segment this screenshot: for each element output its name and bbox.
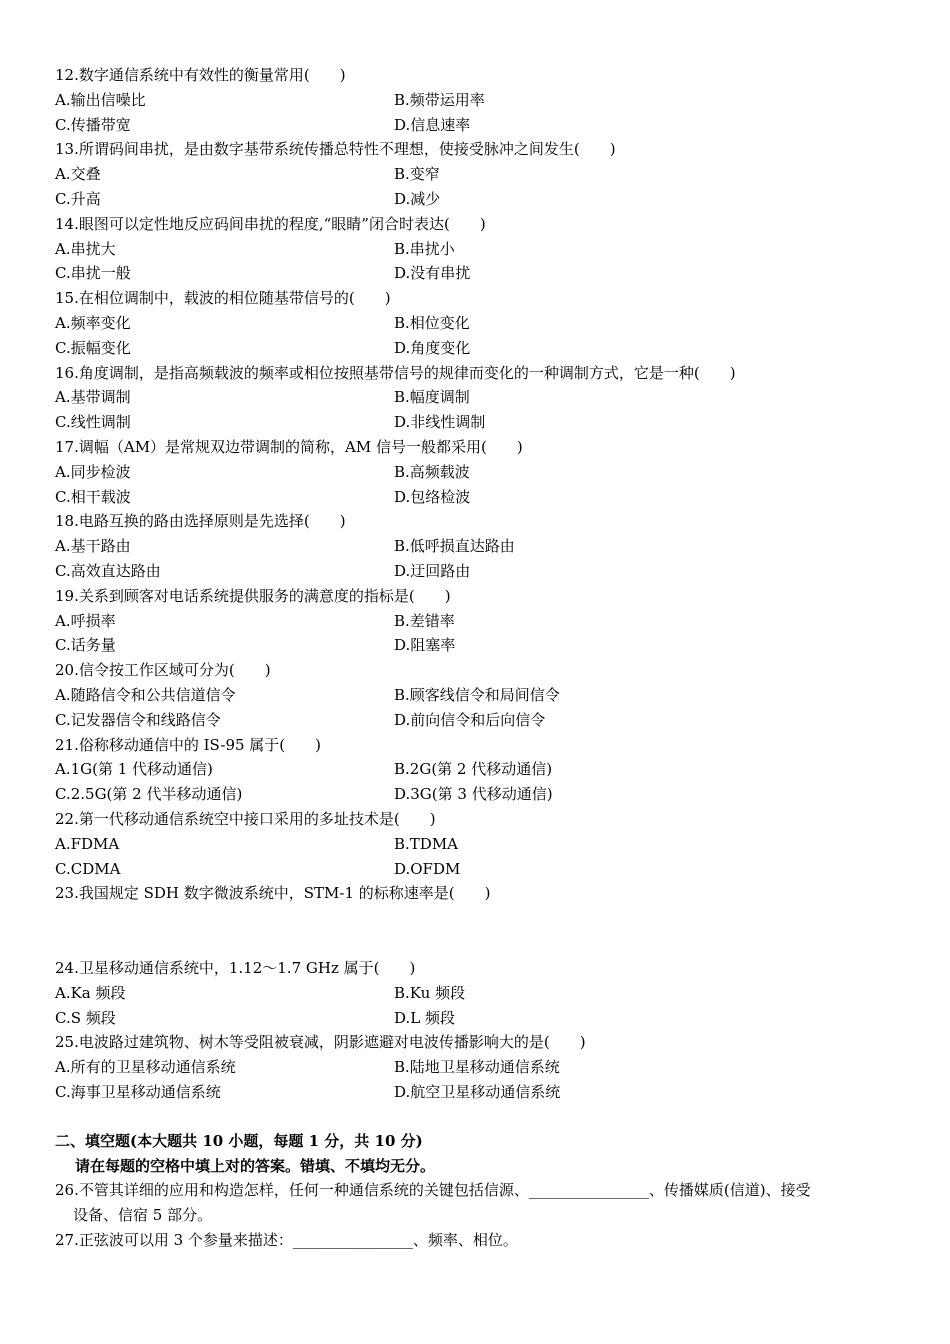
- answer-option: D.前向信令和后向信令: [394, 710, 546, 729]
- question-stem: 22.第一代移动通信系统空中接口采用的多址技术是( ): [55, 809, 436, 828]
- question-stem: 14.眼图可以定性地反应码间串扰的程度,“眼睛”闭合时表达( ): [55, 214, 486, 233]
- answer-option: D.没有串扰: [394, 264, 471, 283]
- answer-option: D.航空卫星移动通信系统: [394, 1083, 561, 1102]
- question-23: 23.我国规定 SDH 数字微波系统中，STM-1 的标称速率是( ): [55, 884, 491, 903]
- answer-option: D.阻塞率: [394, 636, 456, 655]
- option-row: [55, 683, 905, 708]
- answer-option: B.低呼损直达路由: [394, 537, 515, 556]
- answer-option: A.交叠: [55, 165, 101, 184]
- question-group-b: [55, 956, 905, 1105]
- question-26-line1: 26.不管其详细的应用和构造怎样，任何一种通信系统的关键包括信源、________________、传播媒质(信道)、接受: [55, 1181, 811, 1200]
- answer-option: D.角度变化: [394, 338, 471, 357]
- option-row: [55, 1006, 905, 1031]
- option-row: [55, 113, 905, 138]
- answer-option: C.S 频段: [55, 1008, 116, 1027]
- answer-option: B.变窄: [394, 165, 440, 184]
- question-group-a: [55, 63, 905, 881]
- answer-option: C.传播带宽: [55, 115, 131, 134]
- exam-page: [55, 63, 905, 1253]
- option-row: [55, 460, 905, 485]
- answer-option: A.所有的卫星移动通信系统: [55, 1058, 236, 1077]
- answer-option: A.串扰大: [55, 239, 116, 258]
- option-row: [55, 485, 905, 510]
- answer-option: D.OFDM: [394, 859, 461, 878]
- answer-option: B.顾客线信令和局间信令: [394, 685, 560, 704]
- section-title: 二、填空题(本大题共 10 小题，每题 1 分，共 10 分): [55, 1131, 423, 1150]
- question-stem: 17.调幅（AM）是常规双边带调制的简称，AM 信号一般都采用( ): [55, 437, 523, 456]
- question-26-line2: 设备、信宿 5 部分。: [73, 1206, 213, 1225]
- answer-option: B.2G(第 2 代移动通信): [394, 760, 553, 779]
- question-stem: 15.在相位调制中，载波的相位随基带信号的( ): [55, 289, 391, 308]
- answer-option: B.TDMA: [394, 834, 459, 853]
- question-stem: 21.俗称移动通信中的 IS-95 属于( ): [55, 735, 322, 754]
- section-gap: [55, 1105, 905, 1129]
- section-instruction: 请在每题的空格中填上对的答案。错填、不填均无分。: [75, 1156, 436, 1175]
- option-row: [55, 609, 905, 634]
- answer-option: C.升高: [55, 189, 101, 208]
- option-row: [55, 1055, 905, 1080]
- option-row: [55, 708, 905, 733]
- question-stem: 18.电路互换的路由选择原则是先选择( ): [55, 512, 346, 531]
- option-row: [55, 88, 905, 113]
- answer-option: A.1G(第 1 代移动通信): [55, 760, 213, 779]
- answer-option: D.信息速率: [394, 115, 471, 134]
- option-row: [55, 261, 905, 286]
- option-row: [55, 981, 905, 1006]
- option-row: [55, 857, 905, 882]
- answer-option: A.FDMA: [55, 834, 120, 853]
- answer-option: A.随路信令和公共信道信令: [55, 685, 236, 704]
- answer-option: D.3G(第 3 代移动通信): [394, 785, 553, 804]
- question-stem: 13.所谓码间串扰，是由数字基带系统传播总特性不理想，使接受脉冲之间发生( ): [55, 140, 616, 159]
- answer-option: C.海事卫星移动通信系统: [55, 1083, 221, 1102]
- answer-option: C.高效直达路由: [55, 561, 161, 580]
- option-row: [55, 187, 905, 212]
- answer-option: B.串扰小: [394, 239, 455, 258]
- option-row: [55, 832, 905, 857]
- option-row: [55, 757, 905, 782]
- question-stem: 12.数字通信系统中有效性的衡量常用( ): [55, 66, 346, 84]
- option-row: [55, 1080, 905, 1105]
- answer-option: B.幅度调制: [394, 388, 470, 407]
- answer-option: B.频带运用率: [394, 90, 485, 109]
- answer-option: D.L 频段: [394, 1008, 455, 1027]
- answer-option: D.包络检波: [394, 487, 471, 506]
- option-row: [55, 311, 905, 336]
- question-stem: 16.角度调制，是指高频载波的频率或相位按照基带信号的规律而变化的一种调制方式，它是一种( ): [55, 363, 736, 382]
- answer-option: C.CDMA: [55, 859, 121, 878]
- option-row: [55, 336, 905, 361]
- answer-option: C.串扰一般: [55, 264, 131, 283]
- answer-option: A.频率变化: [55, 313, 131, 332]
- question-stem: 24.卫星移动通信系统中，1.12～1.7 GHz 属于( ): [55, 959, 416, 978]
- answer-option: A.输出信噪比: [55, 90, 146, 109]
- option-row: [55, 559, 905, 584]
- answer-option: B.陆地卫星移动通信系统: [394, 1058, 560, 1077]
- question-stem: 19.关系到顾客对电话系统提供服务的满意度的指标是( ): [55, 586, 451, 605]
- answer-option: B.Ku 频段: [394, 983, 466, 1002]
- option-row: [55, 162, 905, 187]
- answer-option: C.相干载波: [55, 487, 131, 506]
- answer-option: A.Ka 频段: [55, 983, 126, 1002]
- answer-option: A.基干路由: [55, 537, 131, 556]
- question-27: 27.正弦波可以用 3 个参量来描述：________________、频率、相位。: [55, 1231, 518, 1250]
- option-row: [55, 633, 905, 658]
- option-row: [55, 385, 905, 410]
- answer-option: D.迂回路由: [394, 561, 471, 580]
- answer-option: C.记发器信令和线路信令: [55, 710, 221, 729]
- answer-option: A.呼损率: [55, 611, 116, 630]
- answer-option: A.同步检波: [55, 462, 131, 481]
- answer-option: D.非线性调制: [394, 413, 486, 432]
- question-stem: 25.电波路过建筑物、树木等受阻被衰减，阴影遮避对电波传播影响大的是( ): [55, 1033, 586, 1052]
- blank-space: [55, 906, 905, 956]
- answer-option: D.减少: [394, 189, 441, 208]
- answer-option: A.基带调制: [55, 388, 131, 407]
- option-row: [55, 782, 905, 807]
- option-row: [55, 534, 905, 559]
- option-row: [55, 237, 905, 262]
- answer-option: B.高频载波: [394, 462, 470, 481]
- option-row: [55, 410, 905, 435]
- answer-option: C.振幅变化: [55, 338, 131, 357]
- answer-option: B.相位变化: [394, 313, 470, 332]
- answer-option: C.线性调制: [55, 413, 131, 432]
- answer-option: C.2.5G(第 2 代半移动通信): [55, 785, 243, 804]
- answer-option: C.话务量: [55, 636, 116, 655]
- question-stem: 20.信令按工作区域可分为( ): [55, 661, 271, 680]
- answer-option: B.差错率: [394, 611, 455, 630]
